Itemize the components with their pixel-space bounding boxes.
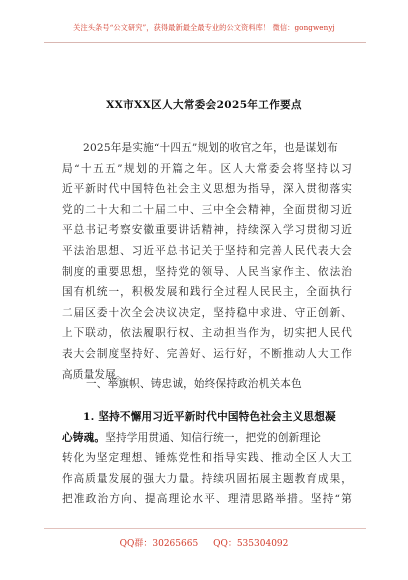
paragraph-line: 平总书记考察安徽重要讲话精神，持续深入学习贯彻习近 bbox=[62, 224, 352, 237]
paragraph-line: 表大会制度坚持好、完善好、运行好，不断推动人大工作 bbox=[62, 347, 352, 360]
paragraph-line: 转化为坚定理想、锤炼党性和指导实践、推动全区人大工 bbox=[62, 452, 352, 465]
paragraph-line: 高质量发展。 bbox=[62, 368, 127, 381]
paragraph-line: 制度的重要思想，坚持党的领导、人民当家作主、依法治 bbox=[62, 265, 352, 278]
paragraph-line bbox=[62, 428, 352, 449]
paragraph-line: 二届区委十次全会决议决定，坚持稳中求进、守正创新、 bbox=[62, 306, 352, 319]
paragraph-line: 平法治思想、习近平总书记关于坚持和完善人民代表大会 bbox=[62, 244, 352, 257]
header-divider bbox=[44, 42, 366, 43]
footer-qq: QQ：535304092 bbox=[213, 539, 289, 549]
item-title-end: 心铸魂。 bbox=[62, 431, 106, 444]
paragraph-line: 局“十五五”规划的开篇之年。区人大常委会将坚持以习 bbox=[62, 162, 352, 175]
paragraph-line: 作高质量发展的强大力量。持续巩固拓展主题教育成果， bbox=[62, 472, 352, 485]
intro-paragraph bbox=[62, 138, 352, 385]
item-text: 坚持学用贯通、知信行统一，把党的创新理论 bbox=[105, 431, 322, 444]
paragraph-line: 党的二十大和二十届二中、三中全会精神，全面贯彻习近 bbox=[62, 203, 352, 216]
document-title: XX市XX区人大常委会2025年工作要点 bbox=[106, 99, 302, 111]
footer-qq-group: QQ群：30265665 bbox=[119, 539, 199, 549]
paragraph-line: 国有机统一，积极发展和践行全过程人民民主，全面执行 bbox=[62, 286, 352, 299]
paragraph-line: 近平新时代中国特色社会主义思想为指导，深入贯彻落实 bbox=[62, 183, 352, 196]
paragraph-line: 上下联动，依法履职行权、主动担当作为，切实把人民代 bbox=[62, 327, 352, 340]
paragraph-line: 把准政治方向、提高理论水平、理清思路举措。坚持“第 bbox=[62, 493, 352, 506]
section-heading: 一、举旗帜、铸忠诚，始终保持政治机关本色 bbox=[86, 378, 302, 390]
paragraph-line: 2025年是实施“十四五”规划的收官之年，也是谋划布 bbox=[83, 142, 338, 154]
item-paragraph bbox=[62, 407, 352, 510]
footer-divider bbox=[44, 528, 366, 529]
header-note: 关注头条号“公文研究”，获得最新最全最专业的公文资料库！ 微信：gongwenyj bbox=[73, 23, 335, 32]
item-title: 1. 坚持不懈用习近平新时代中国特色社会主义思想凝 bbox=[83, 411, 336, 423]
footer-contact bbox=[0, 536, 408, 549]
